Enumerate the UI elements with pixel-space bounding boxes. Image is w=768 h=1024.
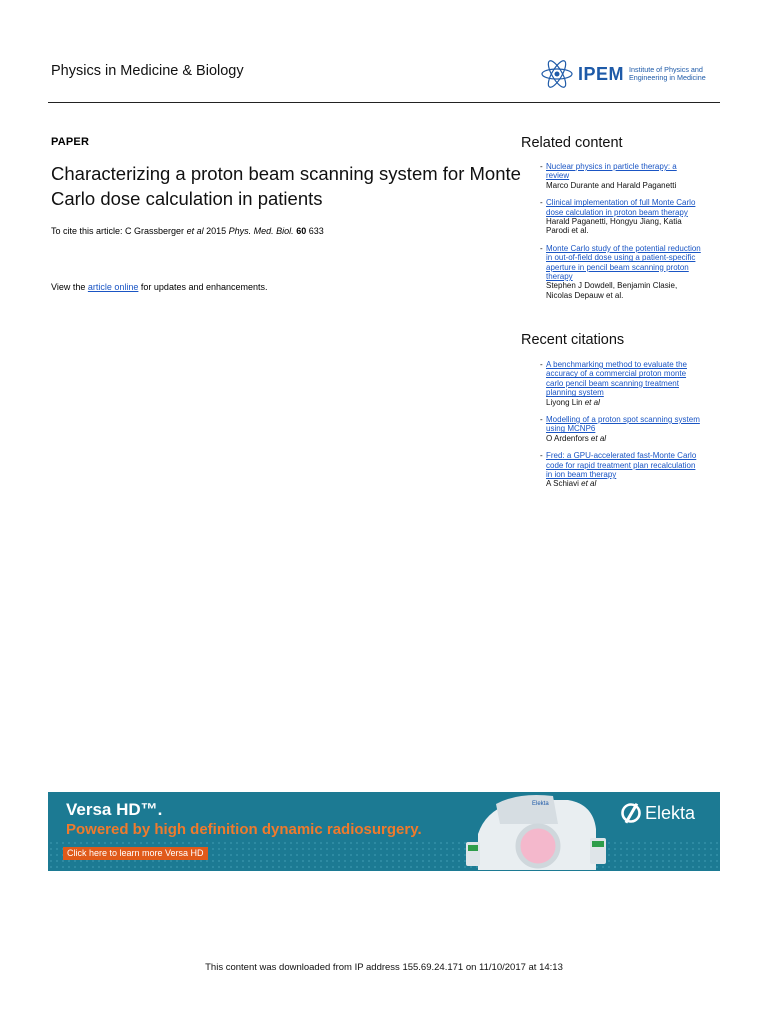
article-title: Characterizing a proton beam scanning system for Monte Carlo dose calculation in patients xyxy=(51,163,521,209)
banner-brand: Versa HD™. xyxy=(66,800,163,819)
logo-line-2: Engineering in Medicine xyxy=(629,73,706,82)
download-footer: This content was downloaded from IP address 155.69.24.171 on 11/10/2017 at 14:13 xyxy=(205,962,563,973)
related-item: - Nuclear physics in particle therapy: a review Marco Durante and Harald Paganetti xyxy=(521,162,701,190)
banner-tagline: Powered by high definition dynamic radiosurgery. xyxy=(66,821,422,838)
ipem-logo[interactable] xyxy=(540,58,720,90)
related-content-heading: Related content xyxy=(521,135,623,151)
linac-machine-illustration xyxy=(458,794,608,870)
cite-page: 633 xyxy=(308,226,324,236)
cite-journal: Phys. Med. Biol. xyxy=(228,226,294,236)
citation-item-authors: A Schiavi et al xyxy=(546,479,597,489)
citation-item-link[interactable]: A benchmarking method to evaluate the accuracy of a commercial proton monte carlo pencil beam scanning treatment planning system xyxy=(546,360,687,398)
related-content-list xyxy=(521,162,701,308)
cite-year: 2015 xyxy=(206,226,227,236)
banner-cta-button[interactable]: Click here to learn more Versa HD xyxy=(63,847,208,860)
article-type-label: PAPER xyxy=(51,136,90,148)
related-item-link[interactable]: Nuclear physics in particle therapy: a review xyxy=(546,162,677,181)
citation-item: - Fred: a GPU-accelerated fast-Monte Carlo code for rapid treatment plan recalculation in ion beam therapy A Schiavi et al xyxy=(521,451,701,489)
cite-etal: et al xyxy=(186,226,204,236)
cite-volume: 60 xyxy=(296,226,307,236)
elekta-logo xyxy=(620,802,695,824)
related-item: - Clinical implementation of full Monte Carlo dose calculation in proton beam therapy Harald Paganetti, Hongyu Jiang, Katia Parodi et al. xyxy=(521,198,701,236)
citation-item-authors: O Ardenfors et al xyxy=(546,433,607,443)
article-online-link[interactable]: article online xyxy=(87,282,139,292)
related-item-link[interactable]: Monte Carlo study of the potential reduction in out-of-field dose using a patient-specific aperture in pencil beam scanning proton therapy xyxy=(546,243,701,282)
related-item: - Monte Carlo study of the potential reduction in out-of-field dose using a patient-specific aperture in pencil beam scanning proton therapy Stephen J Dowdell, Benjamin Clasie, Nicolas Depauw et al. xyxy=(540,243,701,300)
journal-title: Physics in Medicine & Biology xyxy=(51,63,244,79)
elekta-symbol-icon xyxy=(620,802,642,824)
recent-citations-list xyxy=(521,360,701,497)
view-online-line xyxy=(51,282,268,292)
citation-item-link[interactable]: Modelling of a proton spot scanning system using MCNP6 xyxy=(546,415,700,434)
elekta-wordmark: Elekta xyxy=(645,802,696,823)
related-item-authors: Harald Paganetti, Hongyu Jiang, Katia Parodi et al. xyxy=(546,217,682,236)
versa-hd-ad-banner[interactable] xyxy=(48,792,720,871)
citation-line xyxy=(51,226,324,236)
related-item-authors: Stephen J Dowdell, Benjamin Clasie, Nicolas Depauw et al. xyxy=(546,281,678,300)
citation-item-authors: Liyong Lin et al xyxy=(546,397,600,407)
logo-subtitle xyxy=(629,66,706,83)
citation-item: - A benchmarking method to evaluate the accuracy of a commercial proton monte carlo pencil beam scanning treatment planning system Liyong Lin et al xyxy=(521,360,701,407)
view-prefix: View the xyxy=(51,282,86,292)
header-divider xyxy=(48,102,720,103)
atom-icon xyxy=(540,59,574,89)
recent-citations-heading: Recent citations xyxy=(521,332,625,348)
related-item-authors: Marco Durante and Harald Paganetti xyxy=(546,180,677,190)
logo-line-1: Institute of Physics and xyxy=(629,64,703,74)
related-item-link[interactable]: Clinical implementation of full Monte Carlo dose calculation in proton beam therapy xyxy=(546,198,696,217)
cite-prefix: To cite this article: C Grassberger xyxy=(51,226,185,236)
citation-item: - Modelling of a proton spot scanning system using MCNP6 O Ardenfors et al xyxy=(540,415,700,443)
citation-item-link[interactable]: Fred: a GPU-accelerated fast-Monte Carlo code for rapid treatment plan recalculation in ion beam therapy xyxy=(546,451,697,480)
logo-acronym: IPEM xyxy=(578,63,625,84)
view-suffix: for updates and enhancements. xyxy=(140,282,268,292)
machine-brand-label: Elekta xyxy=(532,801,549,807)
